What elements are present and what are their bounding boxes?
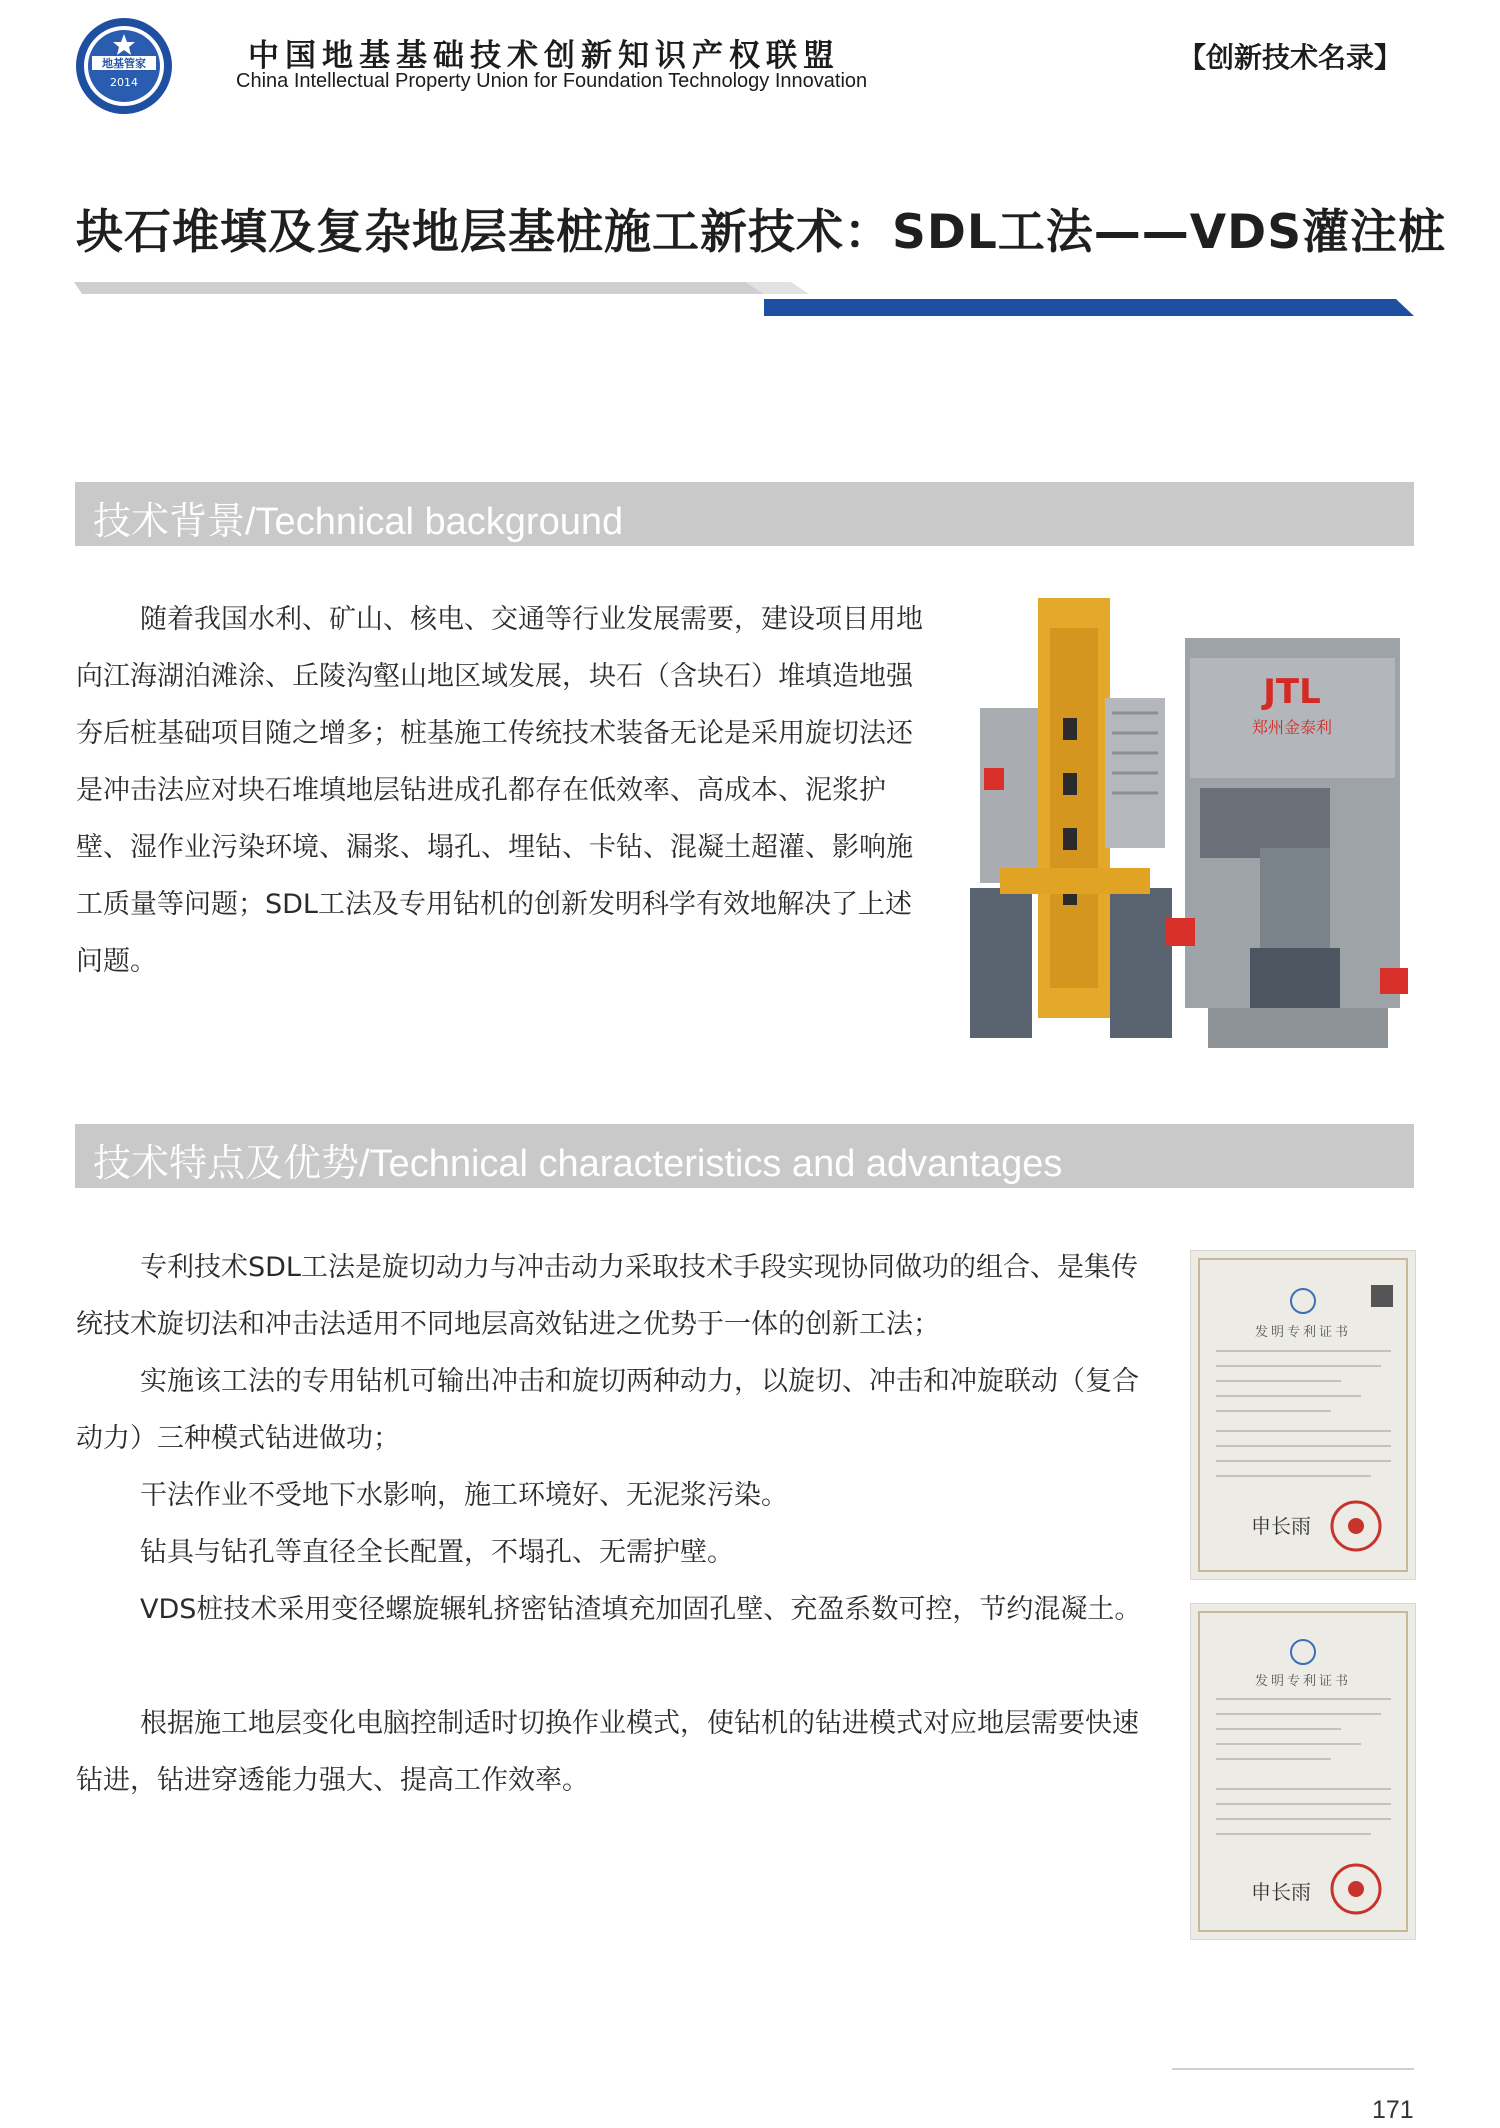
rig-company-name: 郑州金泰利 [1251, 718, 1333, 737]
patent-certificate-image [1190, 1250, 1416, 1580]
alliance-logo [74, 16, 174, 116]
svg-text:申长雨: 申长雨 [1251, 1514, 1311, 1538]
certificate-title: 发明专利证书 [1254, 1325, 1351, 1340]
logo-year: 2014 [110, 76, 138, 89]
feature-paragraph: 钻具与钻孔等直径全长配置，不塌孔、无需护壁。 [140, 1537, 734, 1568]
org-name-en: China Intellectual Property Union for Foundation Technology Innovation [236, 70, 868, 92]
org-name-cn: 中国地基基础技术创新知识产权联盟 [248, 38, 840, 74]
svg-text:申长雨: 申长雨 [1251, 1880, 1311, 1904]
rig-brand-logo: JTL [1263, 672, 1321, 712]
footer-divider [1172, 2068, 1414, 2070]
section-heading-background [75, 482, 1414, 546]
section-heading-text: 技术背景/Technical background [93, 501, 624, 543]
feature-paragraph: 专利技术SDL工法是旋切动力与冲击动力采取技术手段实现协同做功的组合、是集传统技术旋切法和冲击法适用不同地层高效钻进之优势于一体的创新工法； [76, 1252, 1138, 1340]
page-number: 171 [1372, 2096, 1414, 2124]
section-heading-text: 技术特点及优势/Technical characteristics and advantages [93, 1143, 1063, 1185]
page-title: 块石堆填及复杂地层基桩施工新技术：SDL工法——VDS灌注桩 [76, 205, 1447, 260]
feature-paragraph: 实施该工法的专用钻机可输出冲击和旋切两种动力，以旋切、冲击和冲旋联动（复合动力）三种模式钻进做功； [76, 1366, 1139, 1454]
patent-certificate-image [1190, 1603, 1416, 1940]
feature-paragraph: 根据施工地层变化电脑控制适时切换作业模式，使钻机的钻进模式对应地层需要快速钻进，钻进穿透能力强大、提高工作效率。 [76, 1708, 1139, 1796]
certificate-title: 发明专利证书 [1254, 1674, 1351, 1689]
section-tag: 【创新技术名录】 [1178, 41, 1403, 74]
feature-paragraph: VDS桩技术采用变径螺旋辗轧挤密钻渣填充加固孔壁、充盈系数可控，节约混凝土。 [140, 1594, 1142, 1625]
feature-paragraph: 干法作业不受地下水影响，施工环境好、无泥浆污染。 [140, 1480, 788, 1511]
title-underline-bar [74, 282, 1414, 316]
section-heading-background [75, 1124, 1414, 1188]
background-paragraph: 随着我国水利、矿山、核电、交通等行业发展需要，建设项目用地向江海湖泊滩涂、丘陵沟壑山地区域发展，块石（含块石）堆填造地强夯后桩基础项目随之增多；桩基施工传统技术装备无论是采用旋切法还是冲击法应对块石堆填地层钻进成孔都存在低效率、高成本、泥浆护壁、湿作业污染环境、漏浆、塌孔、埋钻、卡钻、混凝土超灌、影响施工质量等问题；SDL工法及专用钻机的创新发明科学有效地解决了上述问题。 [76, 604, 923, 977]
logo-text: 地基管家 [102, 57, 146, 70]
drilling-rig-photo [960, 598, 1410, 1060]
